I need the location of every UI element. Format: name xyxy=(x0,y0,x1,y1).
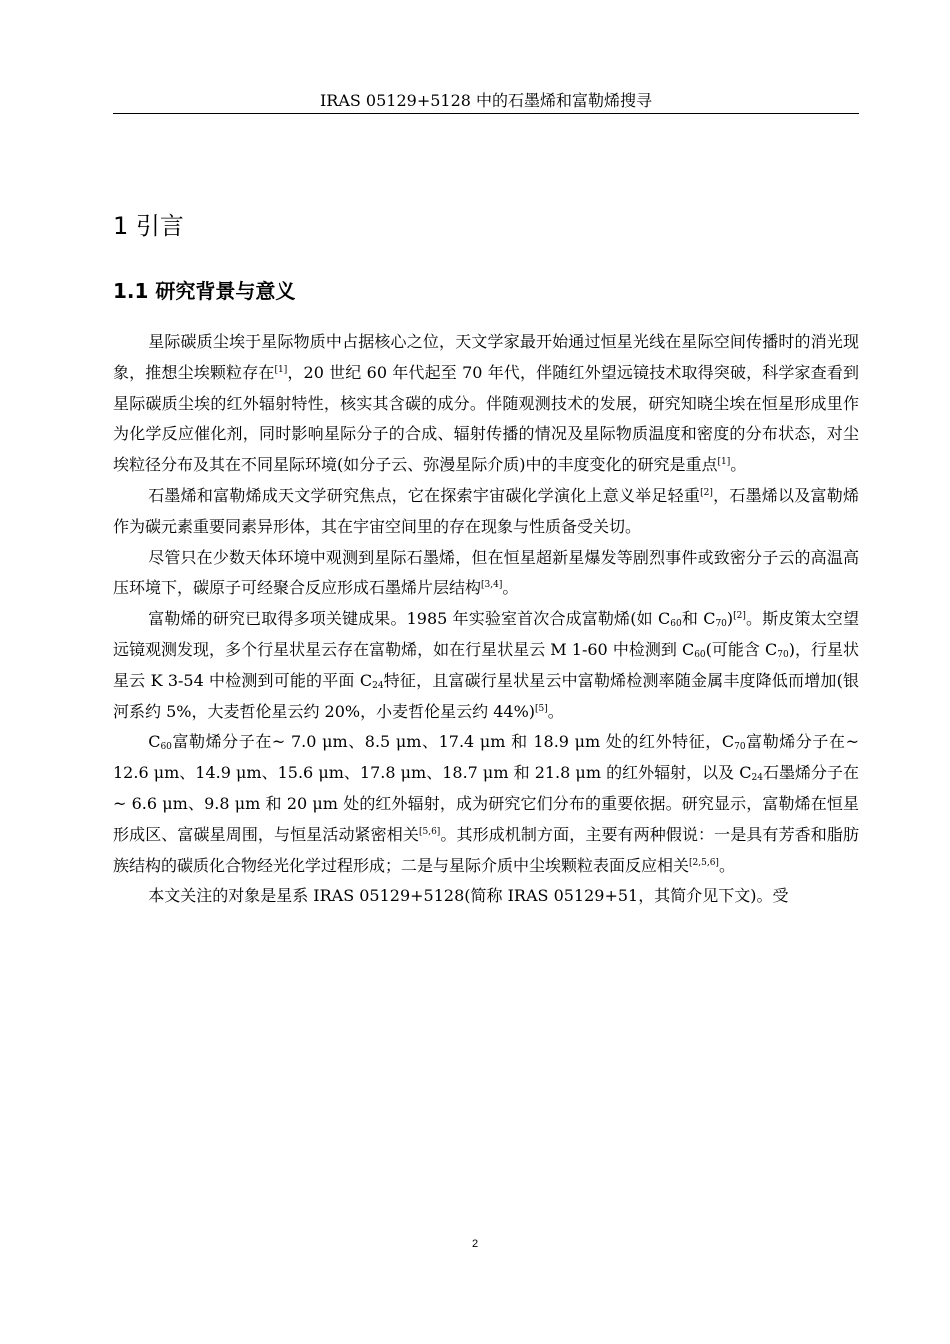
citation: [3,4] xyxy=(481,580,503,591)
running-header: IRAS 05129+5128 中的石墨烯和富勒烯搜寻 xyxy=(319,91,653,110)
header-rule xyxy=(113,113,859,114)
paragraph-6: 本文关注的对象是星系 IRAS 05129+5128(简称 IRAS 05129+51，其简介见下文)。受 xyxy=(148,886,789,906)
citation: [5] xyxy=(535,703,548,714)
citation: [2] xyxy=(733,611,746,622)
citation: [2] xyxy=(700,487,713,498)
paragraph-3: 尽管只在少数天体环境中观测到星际石墨烯，但在恒星超新星爆发等剧烈事件或致密分子云的高温高压环境下，碳原子可经聚合反应形成石墨烯片层结构[3,4]。 xyxy=(113,547,859,598)
paragraph-5: $C_{60}$富勒烯分子在~ 7.0 μm、8.5 μm、17.4 μm 和 18.9 μm 处的红外特征，$C_{70}$富勒烯分子在~ 12.6 μm、14.9 μm、15.6 μm、17.8 μm、18.7 μm 和 21.8 μm 的红外辐射，以及 $C_{24}$石墨烯分子在~ 6.6 μm、9.8 μm 和 20 μm 处的红外辐射，成为研究它们分布的重要依据。研究显示，富勒烯在恒星形成区、富碳星周围，与恒星活动紧密相关[5,6]。其形成机制方面，主要有两种假说：一是具有芳香和脂肪族结构的碳质化合物经光化学过程形成；二是与星际介质中尘埃颗粒表面反应相关[2,5,6]。 xyxy=(113,732,859,875)
paragraph-2: 石墨烯和富勒烯成天文学研究焦点，它在探索宇宙碳化学演化上意义举足轻重[2]，石墨烯以及富勒烯作为碳元素重要同素异形体，其在宇宙空间里的存在现象与性质备受关切。 xyxy=(113,485,859,536)
section-heading: 1 引言 xyxy=(113,212,184,240)
paragraph-1: 星际碳质尘埃于星际物质中占据核心之位，天文学家最开始通过恒星光线在星际空间传播时的消光现象，推想尘埃颗粒存在[1]，20 世纪 60 年代起至 70 年代，伴随红外望远镜技术取得突破，科学家查看到星际碳质尘埃的红外辐射特性，核实其含碳的成分。伴随观测技术的发展，研究知晓尘埃在恒星形成里作为化学反应催化剂，同时影响星际分子的合成、辐射传播的情况及星际物质温度和密度的分布状态，对尘埃粒径分布及其在不同星际环境(如分子云、弥漫星际介质)中的丰度变化的研究是重点[1]。 xyxy=(113,332,859,475)
citation: [5,6] xyxy=(418,826,441,837)
page-number: 2 xyxy=(471,1238,479,1250)
citation: [1] xyxy=(717,457,731,468)
body-text xyxy=(113,327,859,912)
subsection-heading: 1.1 研究背景与意义 xyxy=(113,279,296,303)
citation: [2,5,6] xyxy=(689,857,719,868)
citation: [1] xyxy=(274,364,288,375)
paragraph-4: 富勒烯的研究已取得多项关键成果。1985 年实验室首次合成富勒烯(如 $C_{60}$和 $C_{70})[2]$。斯皮策太空望远镜观测发现，多个行星状星云存在富勒烯，如在行星状星云 M 1-60 中检测到 $C_{60}$(可能含 $C_{70}$)，行星状星云 K 3-54 中检测到可能的平面 $C_{24}$特征，且富碳行星状星云中富勒烯检测率随金属丰度降低而增加(银河系约 5%，大麦哲伦星云约 20%，小麦哲伦星云约 44%)[5]。 xyxy=(113,609,860,721)
